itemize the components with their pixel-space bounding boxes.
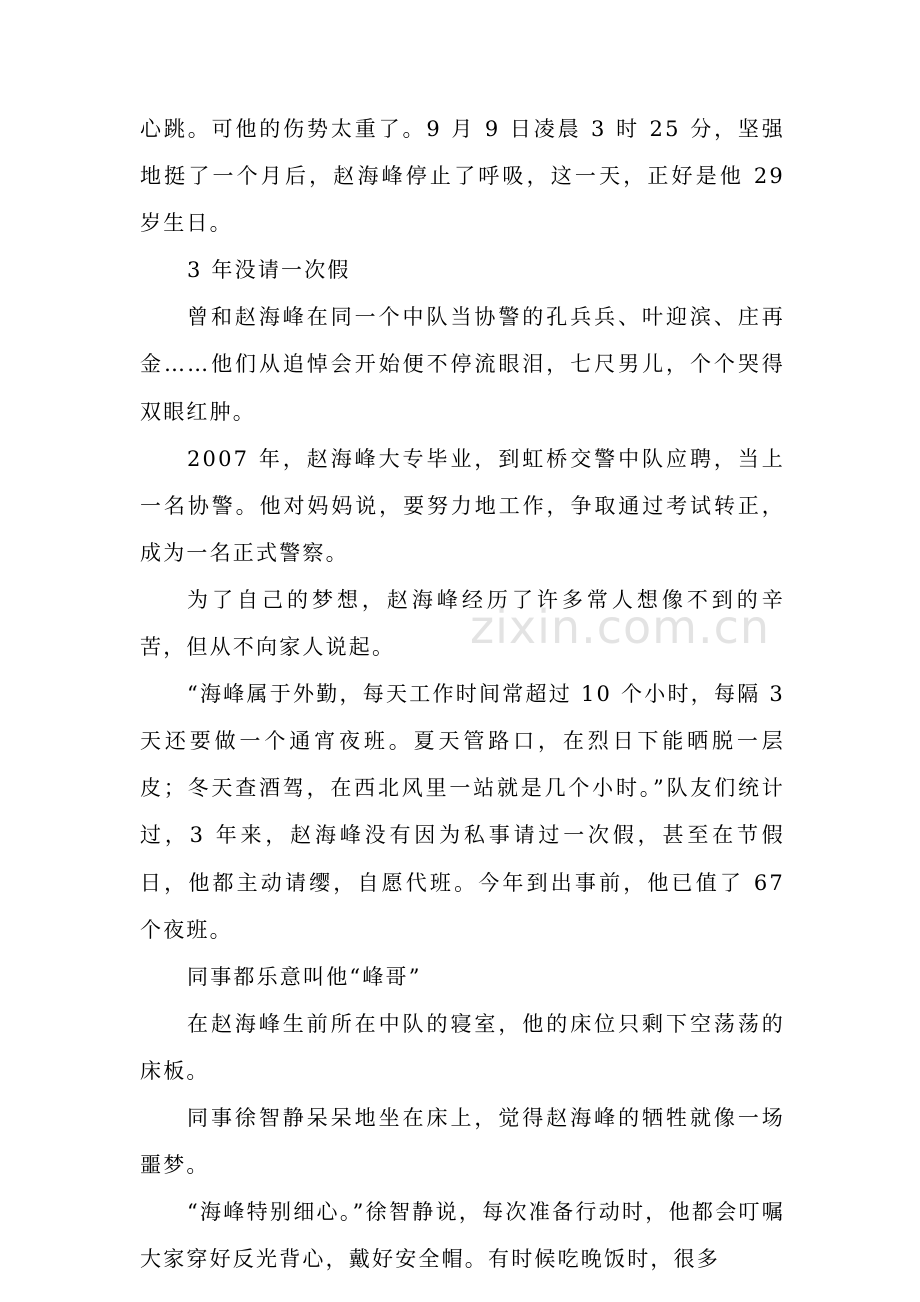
watermark: zixin.com.cn <box>470 600 771 654</box>
paragraph-6: 在赵海峰生前所在中队的寝室，他的床位只剩下空荡荡的床板。 <box>140 1011 785 1083</box>
paragraph-3: 2007 年，赵海峰大专毕业，到虹桥交警中队应聘，当上一名协警。他对妈妈说，要努力地工作，争取通过考试转正，成为一名正式警察。 <box>140 446 785 565</box>
document-body <box>140 106 785 1283</box>
paragraph-8: “海峰特别细心。”徐智静说，每次准备行动时，他都会叮嘱大家穿好反光背心，戴好安全帽。有时候吃晚饭时，很多 <box>140 1200 785 1272</box>
paragraph-4: 为了自己的梦想，赵海峰经历了许多常人想像不到的辛苦，但从不向家人说起。 <box>140 587 785 660</box>
section-heading-1: 3 年没请一次假 <box>187 258 351 283</box>
section-heading-2: 同事都乐意叫他“峰哥” <box>187 964 422 989</box>
paragraph-2: 曾和赵海峰在同一个中队当协警的孔兵兵、叶迎滨、庄再金……他们从追悼会开始便不停流眼泪，七尺男儿，个个哭得双眼红肿。 <box>140 305 785 424</box>
paragraph-1: 心跳。可他的伤势太重了。9 月 9 日凌晨 3 时 25 分，坚强地挺了一个月后，赵海峰停止了呼吸，这一天，正好是他 29 岁生日。 <box>140 117 785 236</box>
paragraph-7: 同事徐智静呆呆地坐在床上，觉得赵海峰的牺牲就像一场噩梦。 <box>140 1105 785 1178</box>
paragraph-5: “海峰属于外勤，每天工作时间常超过 10 个小时，每隔 3 天还要做一个通宵夜班。夏天管路口，在烈日下能晒脱一层皮；冬天查酒驾，在西北风里一站就是几个小时。”队友们统计过，3 年来，赵海峰没有因为私事请过一次假，甚至在节假日，他都主动请缨，自愿代班。今年到出事前，他已值了 67 个夜班。 <box>140 682 785 942</box>
